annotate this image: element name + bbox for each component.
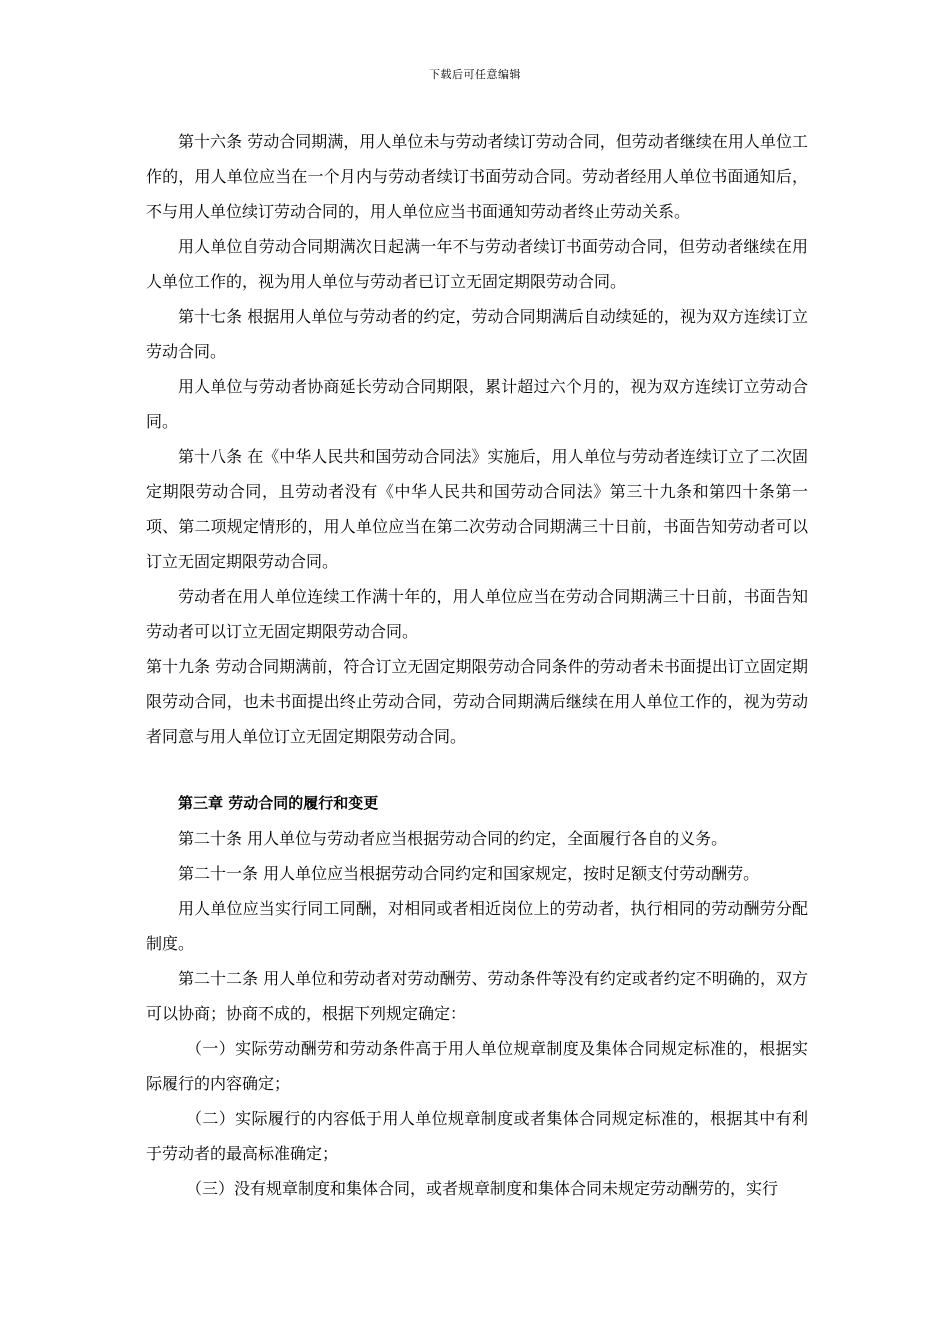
article-17-paragraph-2: 用人单位与劳动者协商延长劳动合同期限，累计超过六个月的，视为双方连续订立劳动合同。 (146, 377, 808, 431)
article-22-item-1: （一）实际劳动酬劳和劳动条件高于用人单位规章制度及集体合同规定标准的，根据实际履行的内容确定； (146, 1039, 808, 1093)
article-19: 第十九条 劳动合同期满前，符合订立无固定期限劳动合同条件的劳动者未书面提出订立固定期限劳动合同，也未书面提出终止劳动合同，劳动合同期满后继续在用人单位工作的，视为劳动者同意与用人单位订立无固定期限劳动合同。 (146, 657, 808, 746)
article-18-paragraph-2: 劳动者在用人单位连续工作满十年的，用人单位应当在劳动合同期满三十日前，书面告知劳动者可以订立无固定期限劳动合同。 (146, 587, 808, 641)
page-header: 下载后可任意编辑 (429, 68, 521, 81)
article-21: 第二十一条 用人单位应当根据劳动合同约定和国家规定，按时足额支付劳动酬劳。 (178, 864, 760, 883)
document-body (146, 124, 808, 1206)
chapter-3-title: 第三章 劳动合同的履行和变更 (178, 794, 379, 812)
article-16-paragraph-2: 用人单位自劳动合同期满次日起满一年不与劳动者续订书面劳动合同，但劳动者继续在用人单位工作的，视为用人单位与劳动者已订立无固定期限劳动合同。 (146, 237, 808, 291)
article-16: 第十六条 劳动合同期满，用人单位未与劳动者续订劳动合同，但劳动者继续在用人单位工作的，用人单位应当在一个月内与劳动者续订书面劳动合同。劳动者经用人单位书面通知后，不与用人单位续订劳动合同的，用人单位应当书面通知劳动者终止劳动关系。 (146, 132, 808, 221)
article-21-paragraph-2: 用人单位应当实行同工同酬，对相同或者相近岗位上的劳动者，执行相同的劳动酬劳分配制度。 (146, 899, 808, 953)
article-20: 第二十条 用人单位与劳动者应当根据劳动合同的约定，全面履行各自的义务。 (178, 829, 728, 848)
article-17: 第十七条 根据用人单位与劳动者的约定，劳动合同期满后自动续延的，视为双方连续订立劳动合同。 (146, 307, 808, 361)
article-22-item-2: （二）实际履行的内容低于用人单位规章制度或者集体合同规定标准的，根据其中有利于劳动者的最高标准确定； (146, 1109, 808, 1163)
section-gap (146, 754, 808, 786)
article-22: 第二十二条 用人单位和劳动者对劳动酬劳、劳动条件等没有约定或者约定不明确的，双方可以协商；协商不成的，根据下列规定确定： (146, 969, 808, 1023)
article-22-item-3: （三）没有规章制度和集体合同，或者规章制度和集体合同未规定劳动酬劳的，实行 (186, 1179, 779, 1198)
article-18: 第十八条 在《中华人民共和国劳动合同法》实施后，用人单位与劳动者连续订立了二次固定期限劳动合同，且劳动者没有《中华人民共和国劳动合同法》第三十九条和第四十条第一项、第二项规定情形的，用人单位应当在第二次劳动合同期满三十日前，书面告知劳动者可以订立无固定期限劳动合同。 (146, 447, 808, 571)
